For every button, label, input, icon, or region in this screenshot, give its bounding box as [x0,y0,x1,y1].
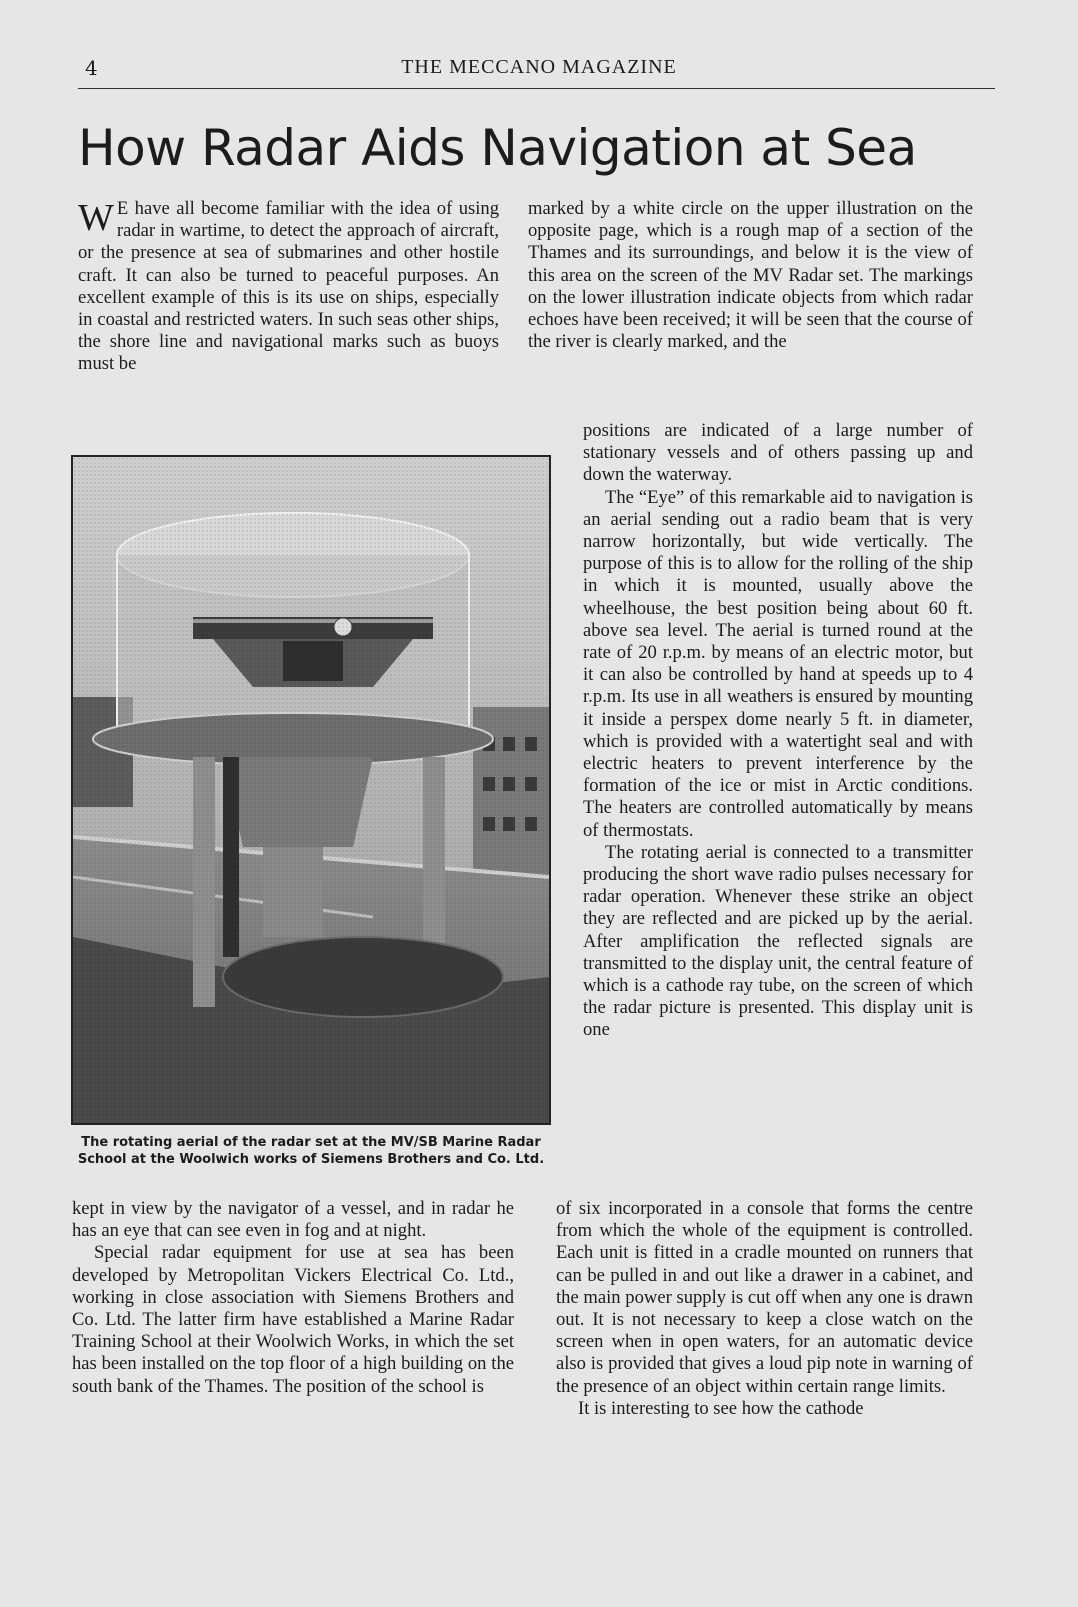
column1-bottom [72,1198,514,1398]
running-head: THE MECCANO MAGAZINE [401,56,677,78]
page-number: 4 [85,56,98,80]
column2-narrow [583,420,973,1042]
article-headline: How Radar Aids Navigation at Sea [78,119,917,177]
paragraph-navigator: kept in view by the navigator of a vessel, and in radar he has an eye that can see even in fog and at night. [72,1198,514,1242]
column1-top [78,198,499,376]
header-rule [78,88,995,89]
paragraph-eye: The “Eye” of this remarkable aid to navigation is an aerial sending out a radio beam that is very narrow horizontally, but wide vertically. The purpose of this is to allow for the rolling of the ship in which it is mounted, usually above the wheelhouse, the best position being about 60 ft. above sea level. The aerial is turned round at the rate of 20 r.p.m. by means of an electric motor, but it can also be controlled by hand at speeds up to 4 r.p.m. Its use in all weathers is ensured by mounting it inside a perspex dome nearly 5 ft. in diameter, which is provided with a watertight seal and with electric heaters to prevent interference by the formation of the ice or mist in Arctic conditions. The heaters are controlled automatically by means of thermostats. [583,486,973,841]
paragraph-cathode: It is interesting to see how the cathode [578,1397,864,1419]
paragraph-special-equipment: Special radar equipment for use at sea has been developed by Metropolitan Vickers Electrical Co. Ltd., working in close association with Siemens Brothers and Co. Ltd. The latter firm have established a Marine Radar Training School at their Woolwich Works, in which the set has been installed on the top floor of a high building on the south bank of the Thames. The position of the school is [72,1242,514,1397]
paragraph-intro [78,198,499,376]
radar-aerial-photo [71,455,551,1125]
photo-caption: The rotating aerial of the radar set at the MV/SB Marine Radar School at the Woolwich works of Siemens Brothers and Co. Ltd. [77,1135,545,1167]
paragraph-col2-top: marked by a white circle on the upper illustration on the opposite page, which is a rough map of a section of the Thames and its surroundings, and below it is the view of this area on the screen of the MV Radar set. The markings on the lower illustration indicate objects from which radar echoes have been received; it will be seen that the course of the river is clearly marked, and the [528,198,973,353]
intro-text: E have all become familiar with the idea of using radar in wartime, to detect the approach of aircraft, or the presence at sea of submarines and other hostile craft. It can also be turned to peaceful purposes. An excellent example of this is its use on ships, especially in coastal and restricted waters. In such seas other ships, the shore line and navigational marks such as buoys must be [78,198,499,375]
column2-top [528,198,973,353]
paragraph-rotating-aerial: The rotating aerial is connected to a transmitter producing the short wave radio pulses necessary for radar operation. Whenever these strike an object they are reflected and are picked up by the aerial. After amplification the reflected signals are transmitted to the display unit, the central feature of which is a cathode ray tube, on the screen of which the radar picture is presented. This display unit is one [583,841,973,1041]
paragraph-positions: positions are indicated of a large number of stationary vessels and of others passing up and down the waterway. [583,420,973,486]
paragraph-console: of six incorporated in a console that forms the centre from which the whole of the equipment is controlled. Each unit is fitted in a cradle mounted on runners that can be pulled in and out like a drawer in a cabinet, and the main power supply is cut off when any one is drawn out. It is not necessary to keep a close watch on the screen when in open waters, for an automatic device also is provided that gives a loud pip note in warning of the presence of an object within certain range limits. [556,1198,973,1397]
drop-cap: W [78,197,114,239]
column2-bottom [556,1198,973,1420]
photo-illustration [73,457,549,1123]
